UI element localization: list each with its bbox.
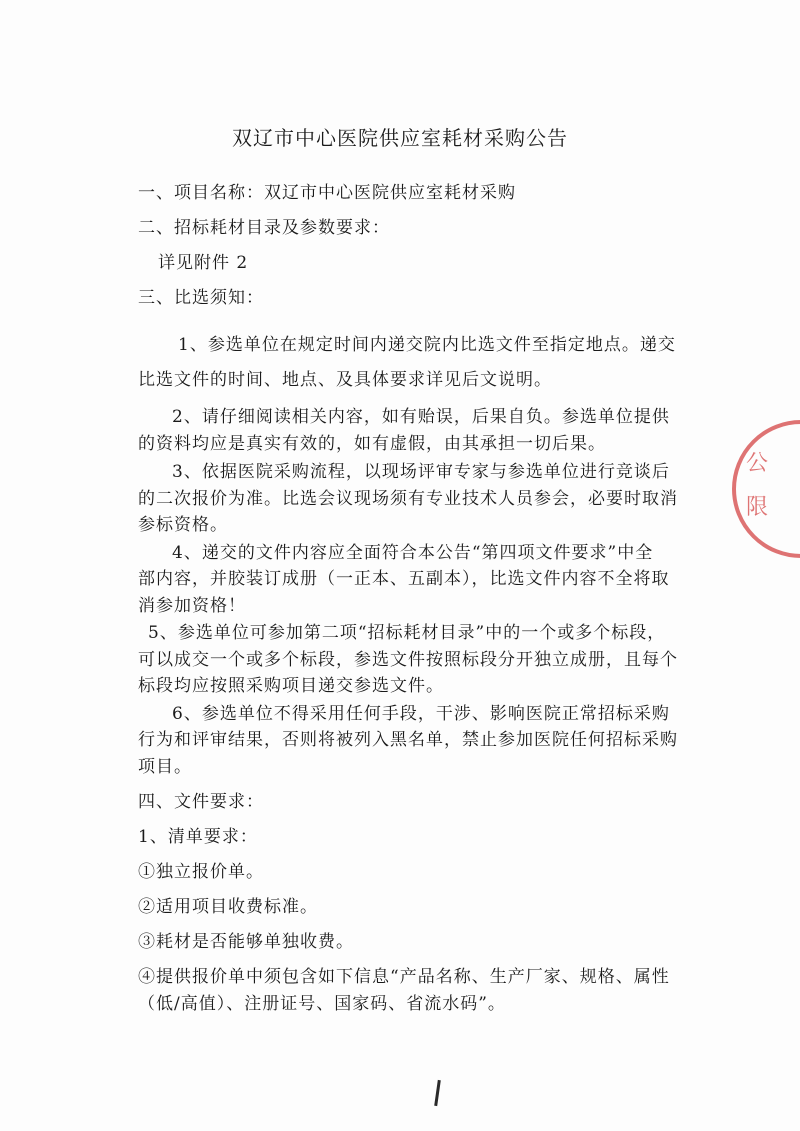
requirement-1-b: ②适用项目收费标准。 xyxy=(138,897,318,917)
section-2-heading: 二、招标耗材目录及参数要求： xyxy=(138,218,390,238)
item-1-line-1: 1、参选单位在规定时间内递交院内比选文件至指定地点。递交 xyxy=(178,335,676,355)
requirement-1-heading: 1、清单要求： xyxy=(138,827,258,847)
item-4-line-1: 4、递交的文件内容应全面符合本公告“第四项文件要求”中全 xyxy=(172,543,654,563)
section-3-heading: 三、比选须知： xyxy=(138,288,264,308)
item-4-line-3: 消参加资格！ xyxy=(138,596,246,616)
item-4-line-2: 部内容，并胶装订成册（一正本、五副本），比选文件内容不全将取 xyxy=(138,569,670,589)
item-5-line-1: 5、参选单位可参加第二项“招标耗材目录”中的一个或多个标段， xyxy=(148,623,666,643)
item-6-line-3: 项目。 xyxy=(138,757,192,777)
item-3-line-2: 的二次报价为准。比选会议现场须有专业技术人员参会，必要时取消 xyxy=(138,489,678,509)
item-5-line-3: 标段均应按照采购项目递交参选文件。 xyxy=(138,676,444,696)
section-2-detail: 详见附件 2 xyxy=(158,253,249,273)
section-1-project-name: 一、项目名称：双辽市中心医院供应室耗材采购 xyxy=(138,183,516,203)
page-mark xyxy=(434,1080,441,1106)
section-4-heading: 四、文件要求： xyxy=(138,792,264,812)
item-6-line-2: 行为和评审结果，否则将被列入黑名单，禁止参加医院任何招标采购 xyxy=(138,730,678,750)
requirement-1-c: ③耗材是否能够单独收费。 xyxy=(138,932,354,952)
item-2-line-2: 的资料均应是真实有效的，如有虚假，由其承担一切后果。 xyxy=(138,434,606,454)
item-2-line-1: 2、请仔细阅读相关内容，如有贻误，后果自负。参选单位提供 xyxy=(172,407,670,427)
requirement-1-a: ①独立报价单。 xyxy=(138,862,264,882)
item-3-line-3: 参标资格。 xyxy=(138,515,228,535)
red-seal-stamp: 公 限 xyxy=(732,420,800,558)
item-6-line-1: 6、参选单位不得采用任何手段，干涉、影响医院正常招标采购 xyxy=(172,704,670,724)
requirement-1-d-line-2: （低/高值）、注册证号、国家码、省流水码”。 xyxy=(138,994,506,1014)
item-1-line-2: 比选文件的时间、地点、及具体要求详见后文说明。 xyxy=(138,370,552,390)
document-title: 双辽市中心医院供应室耗材采购公告 xyxy=(232,126,568,150)
requirement-1-d-line-1: ④提供报价单中须包含如下信息“产品名称、生产厂家、规格、属性 xyxy=(138,967,670,987)
item-3-line-1: 3、依据医院采购流程，以现场评审专家与参选单位进行竞谈后 xyxy=(172,462,670,482)
item-5-line-2: 可以成交一个或多个标段，参选文件按照标段分开独立成册，且每个 xyxy=(138,650,678,670)
